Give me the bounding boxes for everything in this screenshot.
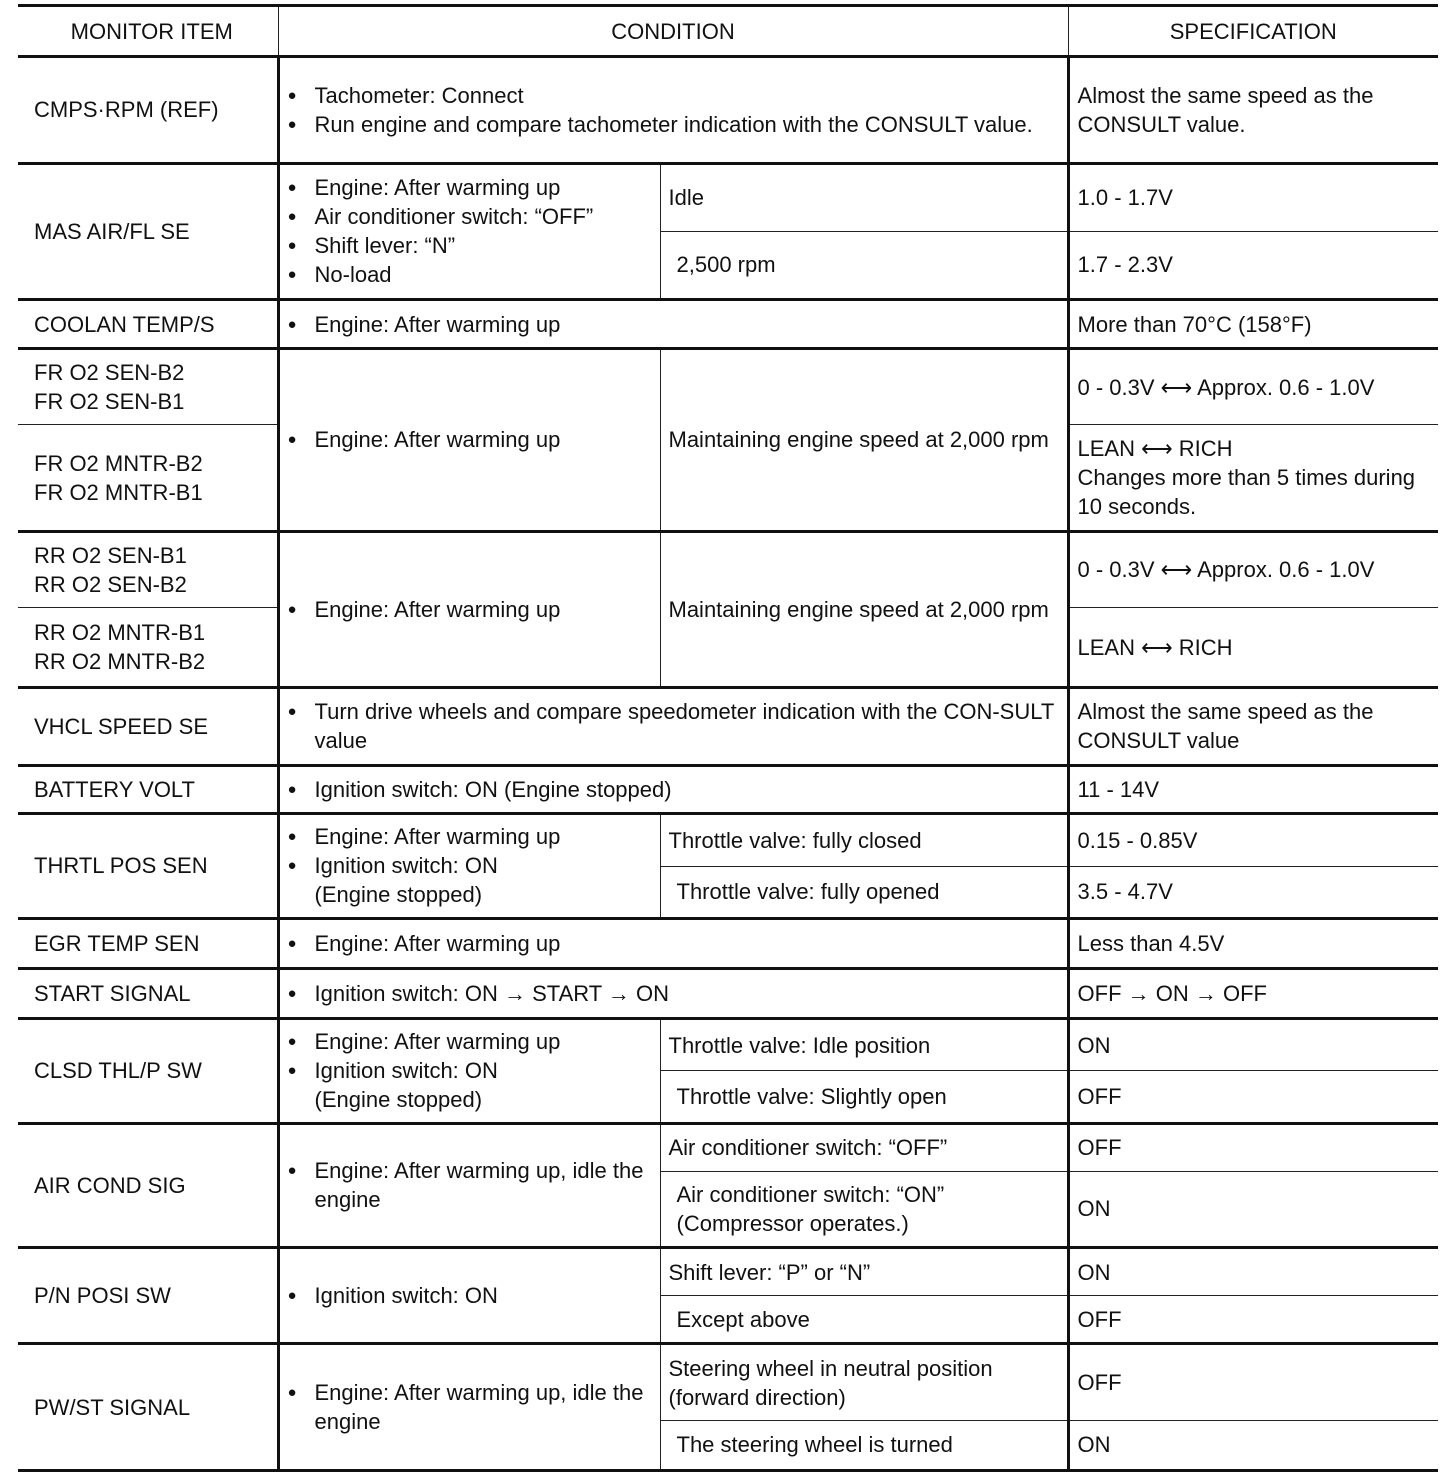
specification: Almost the same speed as the CONSULT value. — [1068, 57, 1438, 163]
monitor-item: MAS AIR/FL SE — [18, 163, 278, 299]
monitor-item-line: FR O2 SEN-B1 — [34, 389, 185, 415]
monitor-item-line: FR O2 MNTR-B2 — [34, 450, 203, 476]
specification-line: Changes more than 5 times during 10 seconds. — [1077, 465, 1416, 520]
specification: Almost the same speed as the CONSULT value — [1068, 688, 1438, 765]
table-row — [18, 969, 1438, 1019]
condition-bullet: ● Engine: After warming up — [288, 595, 652, 624]
sub-condition-line: Air conditioner switch: “ON” — [676, 1181, 945, 1207]
specification — [1068, 425, 1438, 531]
condition-bullet: ● Ignition switch: ON → START → ON — [288, 979, 1059, 1008]
table-row — [18, 688, 1438, 765]
table-row — [18, 349, 1438, 425]
header-specification: SPECIFICATION — [1068, 6, 1438, 57]
sub-condition — [660, 1171, 1068, 1247]
specification: 3.5 - 4.7V — [1068, 866, 1438, 918]
condition-bullet: ● Engine: After warming up — [288, 822, 652, 851]
table-row — [18, 531, 1438, 607]
monitor-item — [18, 425, 278, 531]
condition-cell — [278, 688, 1068, 765]
monitor-item: VHCL SPEED SE — [18, 688, 278, 765]
sub-condition: Throttle valve: Idle position — [660, 1019, 1068, 1071]
table-row — [18, 299, 1438, 348]
specification: ON — [1068, 1420, 1438, 1470]
consult-monitor-table — [18, 4, 1438, 1472]
condition-bullet: ● Engine: After warming up — [288, 310, 1059, 339]
condition-bullet: ● Engine: After warming up, idle the engine — [288, 1156, 652, 1214]
condition-cell — [278, 1019, 660, 1123]
specification: 1.0 - 1.7V — [1068, 163, 1438, 231]
monitor-item-line: FR O2 MNTR-B1 — [34, 479, 203, 505]
sub-condition: Throttle valve: Slightly open — [660, 1071, 1068, 1123]
monitor-item-line: RR O2 MNTR-B1 — [34, 620, 206, 646]
monitor-item: PW/ST SIGNAL — [18, 1344, 278, 1471]
condition-bullet — [288, 851, 652, 909]
condition-cell — [278, 299, 1068, 348]
specification: 11 - 14V — [1068, 765, 1438, 813]
monitor-item-line: RR O2 MNTR-B2 — [34, 649, 206, 675]
specification: 0 - 0.3V ⟷ Approx. 0.6 - 1.0V — [1068, 531, 1438, 607]
sub-condition: Shift lever: “P” or “N” — [660, 1248, 1068, 1296]
monitor-item — [18, 349, 278, 425]
specification: 1.7 - 2.3V — [1068, 231, 1438, 299]
condition-cell — [278, 813, 660, 918]
monitor-item — [18, 531, 278, 607]
monitor-item-line: RR O2 SEN-B1 — [34, 542, 187, 568]
condition-bullet: ● Ignition switch: ON (Engine stopped) — [288, 775, 1059, 804]
table-row — [18, 765, 1438, 813]
table-row — [18, 919, 1438, 969]
header-row — [18, 6, 1438, 57]
specification: 0 - 0.3V ⟷ Approx. 0.6 - 1.0V — [1068, 349, 1438, 425]
condition-cell — [278, 531, 660, 688]
specification: OFF — [1068, 1344, 1438, 1420]
monitor-item: THRTL POS SEN — [18, 813, 278, 918]
condition-cell — [278, 1123, 660, 1247]
condition-bullet: ● Run engine and compare tachometer indication with the CONSULT value. — [288, 110, 1059, 139]
condition-line: (Engine stopped) — [314, 1087, 483, 1113]
monitor-item-line: RR O2 SEN-B2 — [34, 571, 187, 597]
condition-bullet: ● Engine: After warming up — [288, 929, 1059, 958]
table-row — [18, 1344, 1438, 1420]
condition-cell — [278, 1248, 660, 1344]
condition-bullet: ● Turn drive wheels and compare speedometer indication with the CON-SULT value — [288, 697, 1059, 755]
table-row — [18, 1019, 1438, 1071]
monitor-item: P/N POSI SW — [18, 1248, 278, 1344]
monitor-item: BATTERY VOLT — [18, 765, 278, 813]
condition-bullet: ● Engine: After warming up — [288, 425, 652, 454]
sub-condition: Throttle valve: fully closed — [660, 813, 1068, 866]
condition-cell — [278, 1344, 660, 1471]
condition-bullet: ● Shift lever: “N” — [288, 231, 652, 260]
specification: ON — [1068, 1019, 1438, 1071]
specification: OFF — [1068, 1123, 1438, 1171]
table-row — [18, 813, 1438, 866]
condition-cell — [278, 349, 660, 532]
table-row — [18, 1248, 1438, 1296]
condition-bullet: ● No-load — [288, 260, 652, 289]
specification: OFF — [1068, 1296, 1438, 1344]
condition-bullet: ● Engine: After warming up — [288, 173, 652, 202]
table-row — [18, 163, 1438, 231]
condition-cell — [278, 57, 1068, 163]
sub-condition: Except above — [660, 1296, 1068, 1344]
sub-condition: Idle — [660, 163, 1068, 231]
specification: ON — [1068, 1171, 1438, 1247]
header-condition: CONDITION — [278, 6, 1068, 57]
condition-bullet: ● Ignition switch: ON — [288, 1281, 652, 1310]
condition-cell — [278, 163, 660, 299]
table-row — [18, 1123, 1438, 1171]
monitor-item: CMPS·RPM (REF) — [18, 57, 278, 163]
sub-condition-line: (Compressor operates.) — [676, 1210, 909, 1236]
specification: 0.15 - 0.85V — [1068, 813, 1438, 866]
header-monitor-item: MONITOR ITEM — [18, 6, 278, 57]
specification: LEAN ⟷ RICH — [1068, 607, 1438, 687]
monitor-item: CLSD THL/P SW — [18, 1019, 278, 1123]
condition-cell — [278, 969, 1068, 1019]
specification: More than 70°C (158°F) — [1068, 299, 1438, 348]
condition-line: ● Ignition switch: ON — [314, 1058, 498, 1084]
monitor-item: COOLAN TEMP/S — [18, 299, 278, 348]
sub-condition: Maintaining engine speed at 2,000 rpm — [660, 531, 1068, 688]
condition-bullet: ● Engine: After warming up, idle the engine — [288, 1378, 652, 1436]
specification: ON — [1068, 1248, 1438, 1296]
sub-condition: 2,500 rpm — [660, 231, 1068, 299]
monitor-item-line: FR O2 SEN-B2 — [34, 360, 185, 386]
condition-cell — [278, 765, 1068, 813]
condition-bullet: ● Tachometer: Connect — [288, 81, 1059, 110]
monitor-item: START SIGNAL — [18, 969, 278, 1019]
sub-condition: Steering wheel in neutral position (forward direction) — [660, 1344, 1068, 1420]
condition-cell — [278, 919, 1068, 969]
specification: Less than 4.5V — [1068, 919, 1438, 969]
monitor-item: AIR COND SIG — [18, 1123, 278, 1247]
condition-bullet — [288, 1056, 652, 1114]
sub-condition: Maintaining engine speed at 2,000 rpm — [660, 349, 1068, 532]
table-row — [18, 57, 1438, 163]
monitor-item: EGR TEMP SEN — [18, 919, 278, 969]
sub-condition: The steering wheel is turned — [660, 1420, 1068, 1470]
specification: OFF — [1068, 1071, 1438, 1123]
sub-condition: Throttle valve: fully opened — [660, 866, 1068, 918]
condition-line: (Engine stopped) — [314, 882, 483, 908]
specification-line: LEAN ⟷ RICH — [1077, 436, 1233, 462]
monitor-item — [18, 607, 278, 687]
condition-line: ● Ignition switch: ON — [314, 853, 498, 879]
specification: OFF → ON → OFF — [1068, 969, 1438, 1019]
condition-bullet: ● Engine: After warming up — [288, 1027, 652, 1056]
sub-condition: Air conditioner switch: “OFF” — [660, 1123, 1068, 1171]
condition-bullet: ● Air conditioner switch: “OFF” — [288, 202, 652, 231]
